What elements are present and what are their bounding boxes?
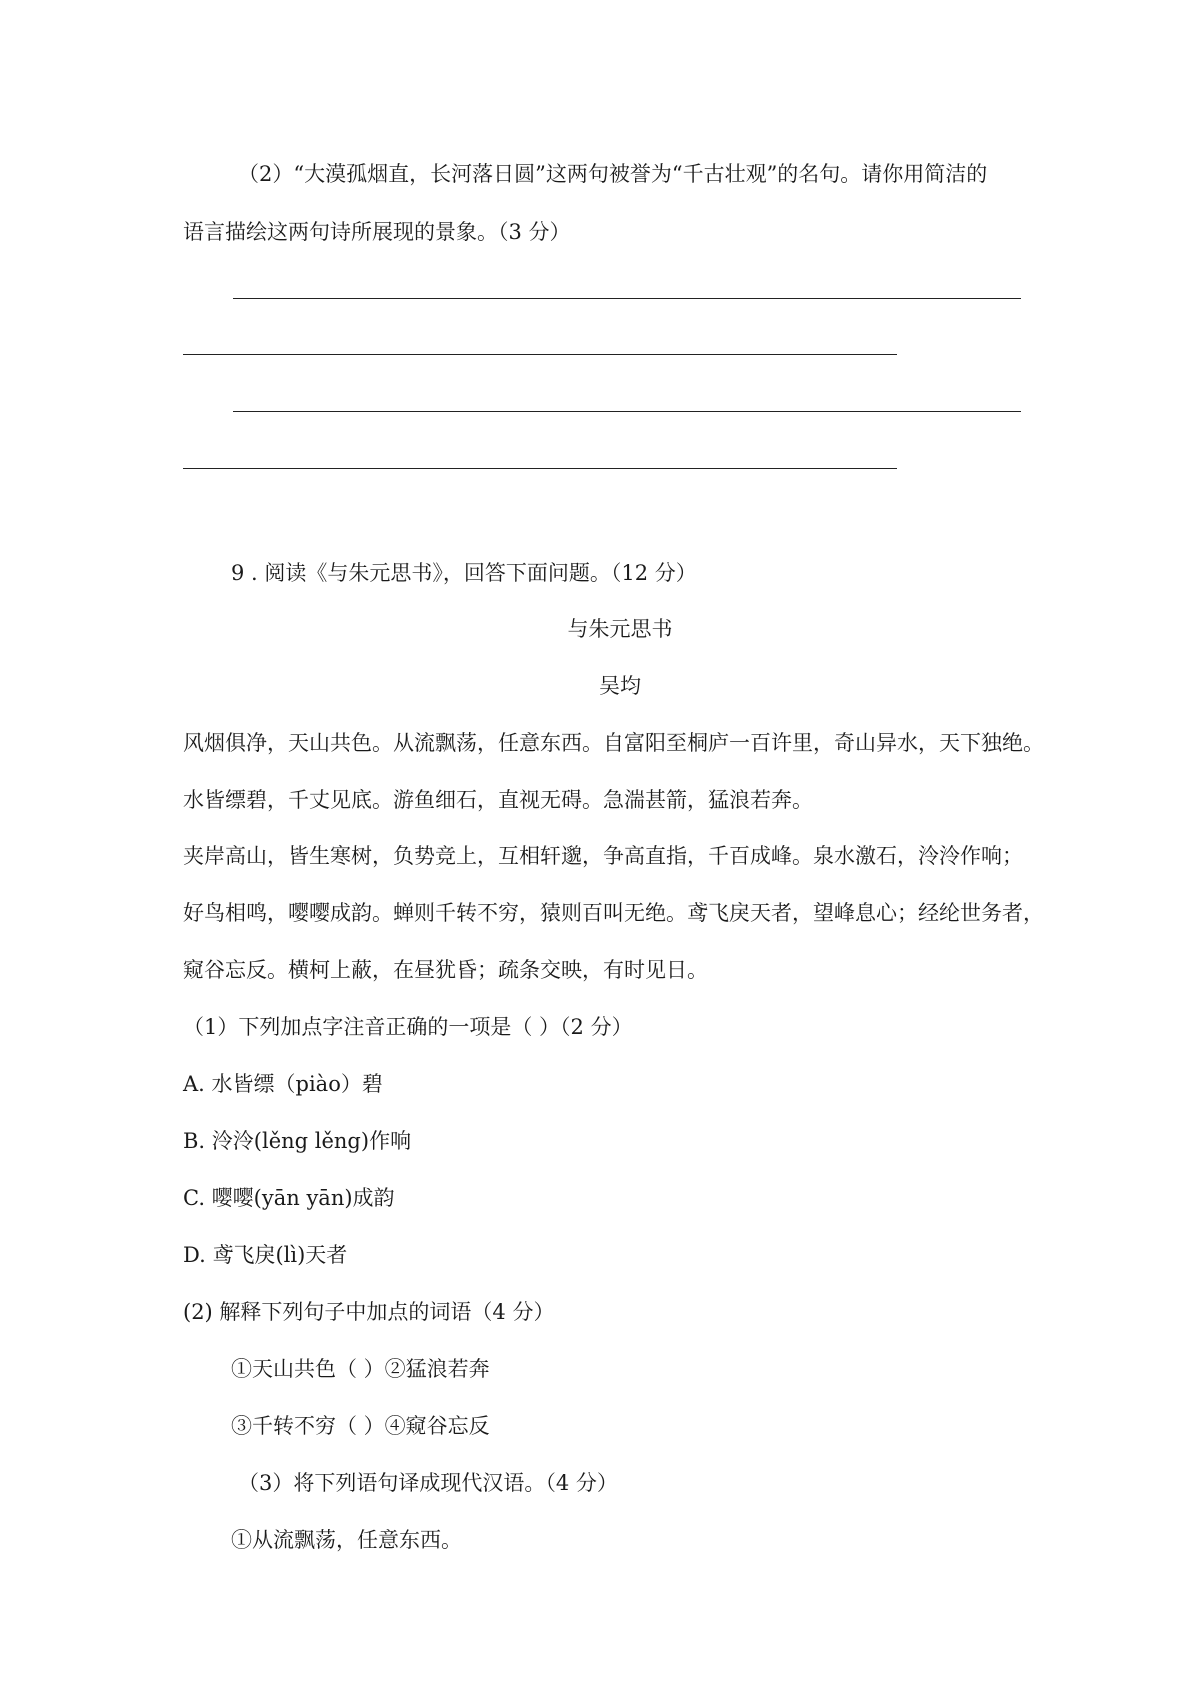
answer-line-3[interactable] xyxy=(233,411,1021,412)
passage-line: 水皆缥碧，千丈见底。游鱼细石，直视无碍。急湍甚箭，猛浪若奔。 xyxy=(183,788,813,812)
q9-heading: 9 . 阅读《与朱元思书》，回答下面问题。（12 分） xyxy=(231,561,697,585)
option-b[interactable]: B. 泠泠(lěng lěng)作响 xyxy=(183,1129,412,1153)
sub1-question: （1）下列加点字注音正确的一项是（ ）（2 分） xyxy=(183,1015,633,1039)
passage-line: 好鸟相鸣，嘤嘤成韵。蝉则千转不穷，猿则百叫无绝。鸢飞戾天者，望峰息心；经纶世务者， xyxy=(183,901,1044,925)
passage-line: 夹岸高山，皆生寒树，负势竞上，互相轩邈，争高直指，千百成峰。泉水激石，泠泠作响； xyxy=(183,844,1023,868)
passage-line: 窥谷忘反。横柯上蔽，在昼犹昏；疏条交映，有时见日。 xyxy=(183,958,708,982)
q8-part2-line1: （2）“大漠孤烟直，长河落日圆”这两句被誉为“千古壮观”的名句。请你用简洁的 xyxy=(238,162,988,186)
sub2-row2[interactable]: ③千转不穷（ ）④窥谷忘反 xyxy=(231,1414,490,1438)
passage-title: 与朱元思书 xyxy=(567,617,673,641)
answer-line-4[interactable] xyxy=(183,468,897,469)
answer-line-2[interactable] xyxy=(183,354,897,355)
answer-line-1[interactable] xyxy=(233,298,1021,299)
q8-part2-line2: 语言描绘这两句诗所展现的景象。（3 分） xyxy=(183,220,571,244)
option-c[interactable]: C. 嘤嘤(yān yān)成韵 xyxy=(183,1186,395,1210)
option-a[interactable]: A. 水皆缥（piào）碧 xyxy=(183,1072,383,1096)
sub3-item1: ①从流飘荡，任意东西。 xyxy=(231,1528,462,1552)
passage-author: 吴均 xyxy=(599,674,641,698)
sub2-row1[interactable]: ①天山共色（ ）②猛浪若奔 xyxy=(231,1357,490,1381)
sub3-question: （3）将下列语句译成现代汉语。（4 分） xyxy=(238,1471,618,1495)
option-d[interactable]: D. 鸢飞戾(lì)天者 xyxy=(183,1243,348,1267)
passage-line: 风烟俱净，天山共色。从流飘荡，任意东西。自富阳至桐庐一百许里，奇山异水，天下独绝。 xyxy=(183,731,1044,755)
sub2-question: (2) 解释下列句子中加点的词语（4 分） xyxy=(183,1300,555,1324)
